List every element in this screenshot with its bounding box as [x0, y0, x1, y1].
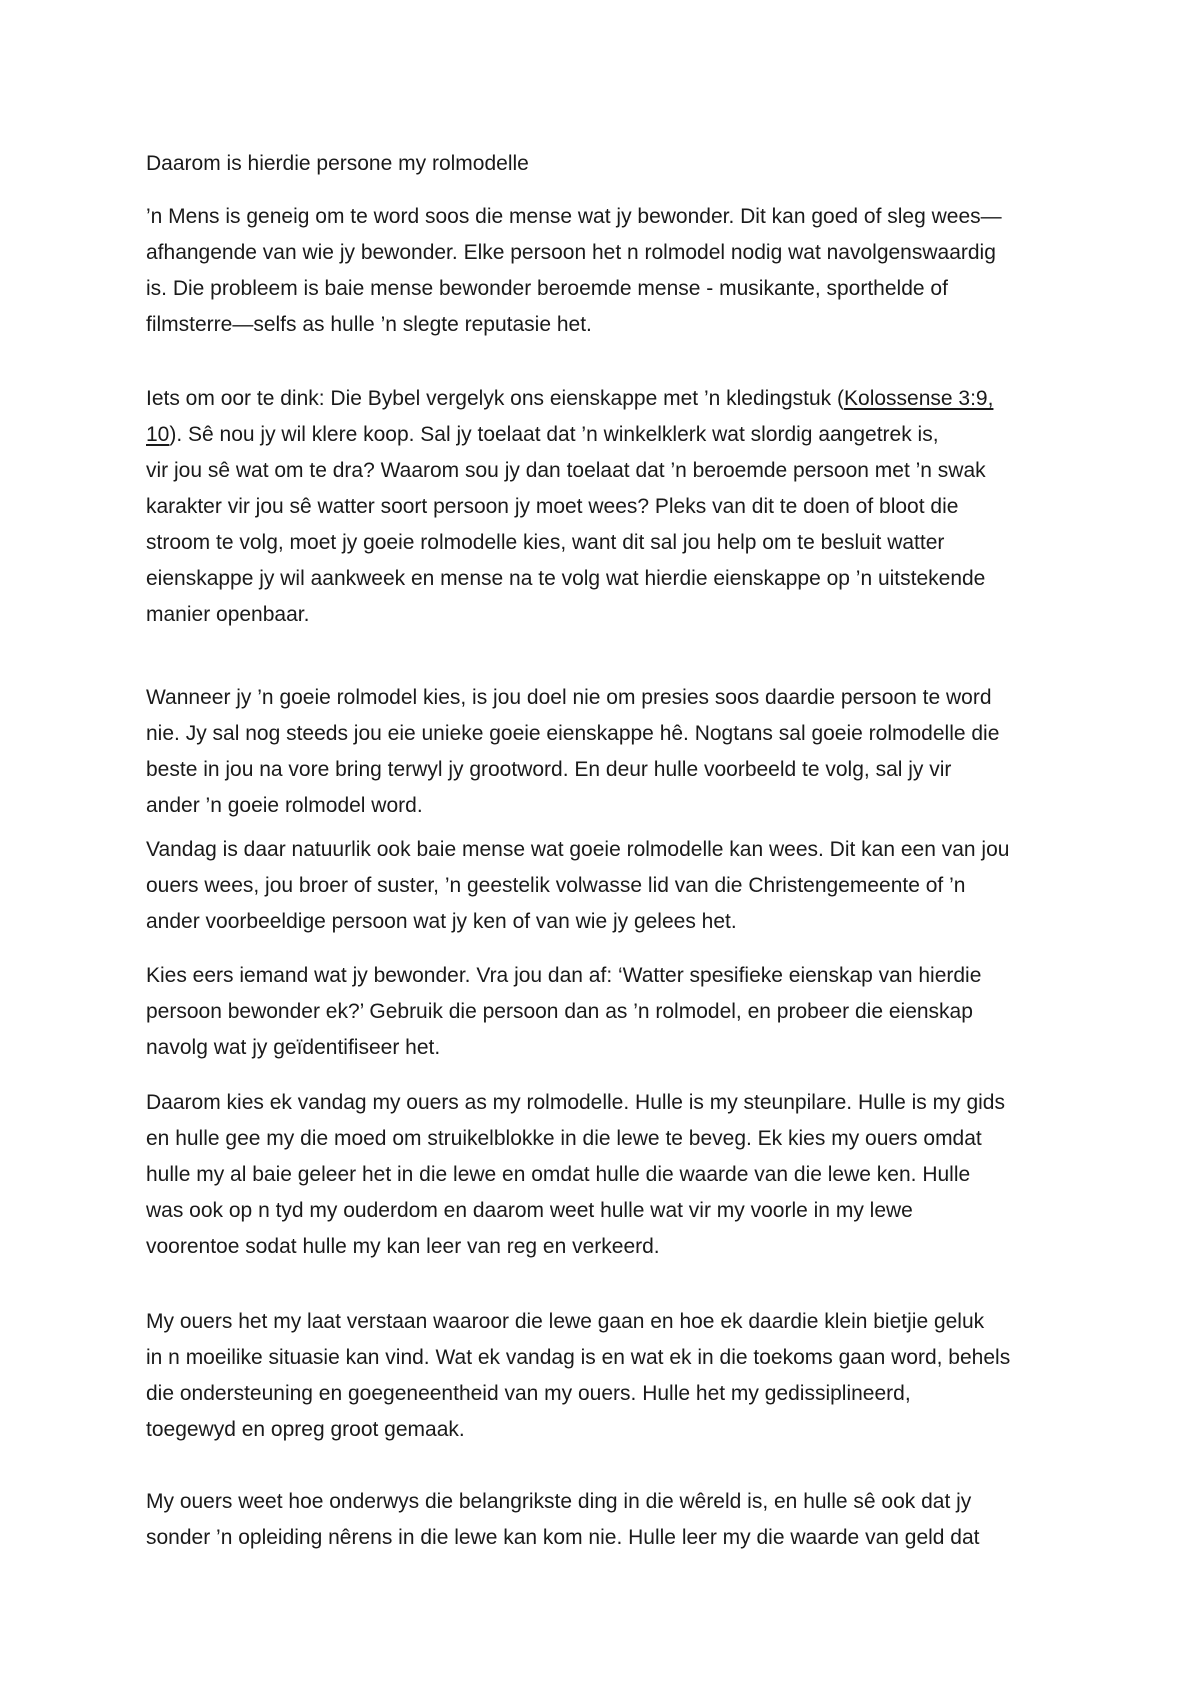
paragraph-5: Kies eers iemand wat jy bewonder. Vra jou dan af: ‘Watter spesifieke eienskap van hierdie persoon bewonder ek?’ Gebruik die persoon dan as ’n rolmodel, en probeer die eienskap navolg wat jy geïdentifiseer het.	[146, 964, 982, 1059]
paragraph-line: Iets om oor te dink: Die Bybel vergelyk ons eienskappe met ’n kledingstuk (Kolossense 3:9,	[146, 387, 994, 410]
bible-reference-link-continued[interactable]: 10	[146, 423, 170, 446]
paragraph-6: Daarom kies ek vandag my ouers as my rolmodelle. Hulle is my steunpilare. Hulle is my gids en hulle gee my die moed om struikelblokke in die lewe te beveg. Ek kies my ouers omdat hulle my al baie geleer het in die lewe en omdat hulle die waarde van die lewe ken. Hulle was ook op n tyd my ouderdom en daarom weet hulle wat vir my voorle in my lewe voorentoe sodat hulle my kan leer van reg en verkeerd.	[146, 1091, 1005, 1258]
paragraph-7: My ouers het my laat verstaan waaroor die lewe gaan en hoe ek daardie klein bietjie geluk in n moeilike situasie kan vind. Wat ek vandag is en wat ek in die toekoms gaan word, behels die ondersteuning en goegeneentheid van my ouers. Hulle het my gedissiplineerd, toegewyd en opreg groot gemaak.	[146, 1310, 1011, 1441]
paragraph-8: My ouers weet hoe onderwys die belangrikste ding in die wêreld is, en hulle sê ook dat jy sonder ’n opleiding nêrens in die lewe kan kom nie. Hulle leer my die waarde van geld dat	[146, 1490, 980, 1549]
paragraph-2: Iets om oor te dink: Die Bybel vergelyk ons eienskappe met ’n kledingstuk (Kolossense 3:9, 10). Sê nou jy wil klere koop. Sal jy toelaat dat ’n winkelklerk wat slordig aangetrek is, vir jou sê wat om te dra? Waarom sou jy dan toelaat dat ’n beroemde persoon met ’n swak karakter vir jou sê watter soort persoon jy moet wees? Pleks van dit te doen of bloot die stroom te volg, moet jy goeie rolmodelle kies, want dit sal jou help om te besluit watter eienskappe jy wil aankweek en mense na te volg wat hierdie eienskappe op ’n uitstekende manier openbaar.	[146, 381, 1066, 633]
paragraph-line: 10). Sê nou jy wil klere koop. Sal jy toelaat dat ’n winkelklerk wat slordig aangetrek is,	[146, 423, 939, 446]
paragraph-4: Vandag is daar natuurlik ook baie mense wat goeie rolmodelle kan wees. Dit kan een van jou ouers wees, jou broer of suster, ’n geestelik volwasse lid van die Christengemeente of ’n ander voorbeeldige persoon wat jy ken of van wie jy gelees het.	[146, 838, 1010, 933]
document-title: Daarom is hierdie persone my rolmodelle	[146, 152, 529, 175]
bible-reference-link[interactable]: Kolossense 3:9,	[844, 387, 994, 410]
paragraph-1: ’n Mens is geneig om te word soos die mense wat jy bewonder. Dit kan goed of sleg wees— afhangende van wie jy bewonder. Elke persoon het n rolmodel nodig wat navolgenswaardig is. Die probleem is baie mense bewonder beroemde mense - musikante, sporthelde of filmsterre—selfs as hulle ’n slegte reputasie het.	[146, 205, 1002, 336]
paragraph-3: Wanneer jy ’n goeie rolmodel kies, is jou doel nie om presies soos daardie persoon te word nie. Jy sal nog steeds jou eie unieke goeie eienskappe hê. Nogtans sal goeie rolmodelle die beste in jou na vore bring terwyl jy grootword. En deur hulle voorbeeld te volg, sal jy vir ander ’n goeie rolmodel word.	[146, 686, 1000, 817]
